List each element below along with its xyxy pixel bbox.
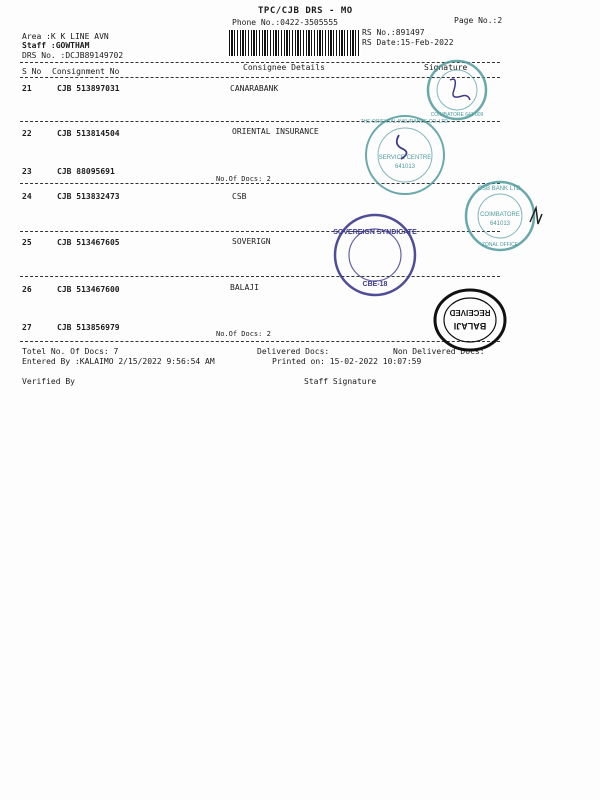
delivered-docs: Delivered Docs:: [257, 347, 330, 356]
drs-number: DRS No. :DCJB89149702: [22, 51, 124, 60]
verified-by: Verified By: [22, 377, 75, 386]
row-consignment: CJB 513832473: [57, 192, 120, 201]
barcode: [229, 30, 361, 56]
divider: [20, 341, 500, 342]
staff-signature: Staff Signature: [304, 377, 377, 386]
row-consignment: CJB 513467605: [57, 238, 120, 247]
csb-stamp-sub: ZONAL OFFICE: [481, 242, 519, 248]
row-sno: 21: [22, 84, 32, 93]
oriental-stamp-pin: 641013: [394, 164, 416, 170]
column-consignment: Consignment No: [52, 67, 120, 76]
row-docs: No.Of Docs: 2: [216, 175, 271, 183]
csb-stamp-pin: 641013: [489, 221, 511, 227]
divider: [20, 276, 500, 277]
row-sno: 25: [22, 238, 32, 247]
row-sno: 22: [22, 129, 32, 138]
row-consignee: ORIENTAL INSURANCE: [232, 127, 319, 136]
signature-scribble: [450, 79, 470, 100]
signature-scribble: [530, 208, 542, 224]
row-consignee: CANARABANK: [230, 84, 279, 93]
row-sno: 26: [22, 285, 32, 294]
row-consignee: BALAJI: [230, 283, 259, 292]
row-sno: 27: [22, 323, 32, 332]
area-label: Area :K K LINE AVN: [22, 32, 109, 41]
sovereign-stamp-city: CBE-18: [362, 281, 388, 288]
page-number: Page No.:2: [454, 16, 503, 25]
row-consignee: SOVERIGN: [232, 237, 271, 246]
row-consignment: CJB 513814504: [57, 129, 120, 138]
oriental-insurance-stamp: [355, 113, 455, 198]
row-consignment: CJB 513897031: [57, 84, 120, 93]
balaji-received-stamp: [430, 285, 510, 355]
row-docs: No.Of Docs: 2: [216, 330, 271, 338]
csb-stamp-city: COIMBATORE: [480, 212, 520, 218]
row-consignee: CSB: [232, 192, 247, 201]
balaji-stamp-status: RECEIVED: [449, 308, 491, 317]
phone-number: Phone No.:0422-3505555: [232, 18, 338, 27]
balaji-stamp-name: BALAJI: [453, 321, 487, 331]
oriental-stamp-name: THE ORIENTAL INSURANCE CO. LTD.: [360, 119, 450, 125]
rs-date: RS Date:15-Feb-2022: [362, 38, 454, 47]
document-title: TPC/CJB DRS - MO: [258, 6, 353, 16]
printed-on: Printed on: 15-02-2022 10:07:59: [272, 357, 422, 366]
sovereign-stamp-name: SOVEREIGN SYNDICATE: [333, 229, 417, 236]
non-delivered-docs: Non Delivered Docs:: [393, 347, 485, 356]
canara-stamp-text: COIMBATORE 641 009: [430, 112, 484, 118]
row-consignment: CJB 513856979: [57, 323, 120, 332]
csb-stamp-name: CSB BANK LTD.: [477, 186, 523, 192]
staff-label: Staff :GOWTHAM: [22, 41, 90, 50]
column-signature: Signature: [424, 63, 468, 72]
row-consignment: CJB 88095691: [57, 167, 115, 176]
divider: [20, 231, 500, 232]
row-sno: 24: [22, 192, 32, 201]
rs-number: RS No.:891497: [362, 28, 425, 37]
column-consignee: Consignee Details: [243, 63, 325, 72]
total-docs: Totel No. Of Docs: 7: [22, 347, 119, 356]
oriental-stamp-sub: SERVICE CENTRE: [378, 155, 432, 161]
column-sno: S No: [22, 67, 42, 76]
entered-by: Entered By :KALAIMO 2/15/2022 9:56:54 AM: [22, 357, 215, 366]
row-consignment: CJB 513467600: [57, 285, 120, 294]
csb-bank-stamp: [452, 178, 552, 253]
sovereign-syndicate-stamp: [330, 210, 420, 300]
row-sno: 23: [22, 167, 32, 176]
